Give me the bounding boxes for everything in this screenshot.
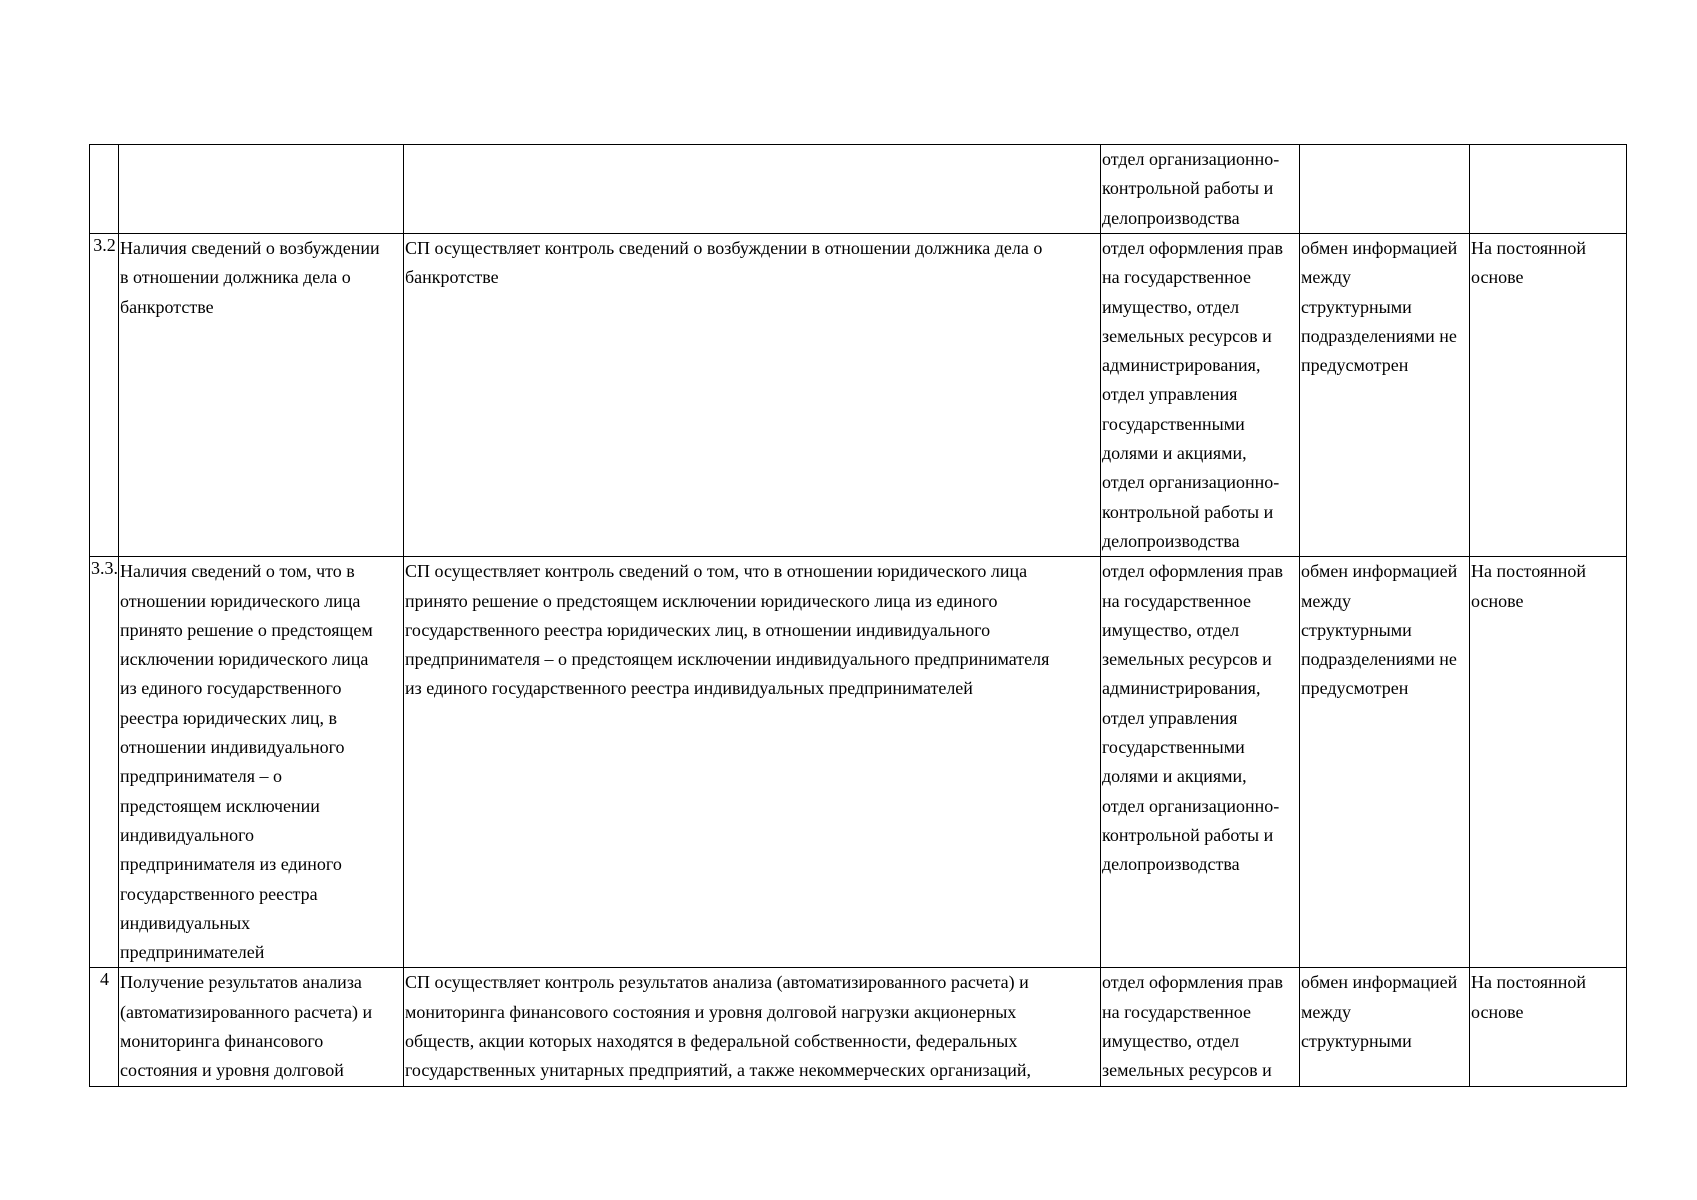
- name-text-line: (автоматизированного расчета) и: [120, 1001, 373, 1022]
- responsible-text-line: имущество, отдел: [1102, 1031, 1240, 1052]
- responsible-text-line: администрирования,: [1102, 678, 1261, 699]
- exchange-text-line: обмен информацией: [1301, 238, 1458, 258]
- name-text-line: состояния и уровня долговой: [120, 1060, 344, 1081]
- description-text-line: СП осуществляет контроль сведений о том, что в отношении юридического лица: [405, 561, 1028, 582]
- name-cell: [119, 145, 404, 234]
- description-text-line: СП осуществляет контроль результатов анализа (автоматизированного расчета) и: [405, 972, 1029, 993]
- name-text-line: отношении юридического лица: [120, 590, 361, 611]
- responsible-text-line: государственными: [1102, 737, 1245, 758]
- responsible-text-line: контрольной работы и: [1102, 501, 1274, 522]
- table-row: [90, 234, 1627, 557]
- responsible-text-line: на государственное: [1102, 267, 1251, 288]
- name-text-line: банкротстве: [120, 296, 214, 317]
- table-row: [90, 145, 1627, 234]
- exchange-text-line: подразделениями не: [1301, 325, 1457, 346]
- responsible-text-line: отдел оформления прав: [1102, 972, 1283, 993]
- description-cell: [404, 234, 1101, 557]
- responsible-text-line: контрольной работы и: [1102, 824, 1274, 845]
- exchange-cell: [1300, 145, 1470, 234]
- procedure-table: [89, 144, 1627, 1087]
- name-text-line: Наличия сведений о том, что в: [120, 561, 355, 582]
- responsible-text-line: администрирования,: [1102, 355, 1261, 376]
- exchange-cell: [1300, 557, 1470, 968]
- exchange-text-line: структурными: [1301, 296, 1412, 317]
- description-cell: [404, 968, 1101, 1086]
- name-text-line: индивидуальных: [120, 912, 251, 933]
- responsible-text-line: делопроизводства: [1102, 530, 1240, 551]
- responsible-text-line: земельных ресурсов и: [1102, 1060, 1272, 1081]
- responsible-text-line: на государственное: [1102, 590, 1251, 611]
- exchange-text-line: обмен информацией: [1301, 972, 1458, 993]
- responsible-text-line: долями и акциями,: [1102, 443, 1247, 464]
- name-cell: [119, 968, 404, 1086]
- responsible-text-line: имущество, отдел: [1102, 619, 1240, 640]
- name-text-line: в отношении должника дела о: [120, 267, 351, 288]
- description-text-line: обществ, акции которых находятся в федеральной собственности, федеральных: [405, 1031, 1018, 1052]
- row-number: 4: [100, 969, 109, 990]
- exchange-text-line: структурными: [1301, 619, 1412, 640]
- exchange-text-line: между: [1301, 590, 1351, 611]
- responsible-cell: [1101, 145, 1300, 234]
- description-text-line: банкротстве: [405, 267, 499, 288]
- name-text-line: Получение результатов анализа: [120, 972, 362, 993]
- responsible-text-line: делопроизводства: [1102, 207, 1240, 228]
- term-text-line: основе: [1471, 267, 1524, 288]
- row-number-cell: [90, 145, 119, 234]
- exchange-text-line: предусмотрен: [1301, 355, 1409, 376]
- term-text-line: На постоянной: [1471, 561, 1587, 582]
- table-row: [90, 557, 1627, 968]
- description-text-line: мониторинга финансового состояния и уровня долговой нагрузки акционерных: [405, 1001, 1017, 1022]
- description-text-line: государственного реестра юридических лиц, в отношении индивидуального: [405, 619, 991, 640]
- exchange-text-line: предусмотрен: [1301, 678, 1409, 699]
- responsible-text-line: отдел организационно-: [1102, 472, 1280, 493]
- term-cell: [1470, 145, 1627, 234]
- responsible-text-line: земельных ресурсов и: [1102, 649, 1272, 670]
- responsible-text-line: отдел оформления прав: [1102, 561, 1283, 582]
- responsible-text-line: на государственное: [1102, 1001, 1251, 1022]
- row-number: 3.2: [93, 235, 116, 255]
- responsible-cell: [1101, 234, 1300, 557]
- responsible-text-line: отдел организационно-: [1102, 149, 1280, 169]
- responsible-text-line: отдел оформления прав: [1102, 238, 1283, 258]
- responsible-text-line: отдел управления: [1102, 707, 1238, 728]
- name-cell: [119, 557, 404, 968]
- row-number-cell: [90, 968, 119, 1086]
- term-text-line: основе: [1471, 1001, 1524, 1022]
- table-row: [90, 968, 1627, 1086]
- name-text-line: индивидуального: [120, 824, 255, 845]
- responsible-text-line: земельных ресурсов и: [1102, 325, 1272, 346]
- name-text-line: реестра юридических лиц, в: [120, 707, 337, 728]
- description-cell: [404, 557, 1101, 968]
- description-text-line: принято решение о предстоящем исключении юридического лица из единого: [405, 590, 998, 611]
- exchange-text-line: обмен информацией: [1301, 561, 1458, 582]
- description-cell: [404, 145, 1101, 234]
- term-cell: [1470, 557, 1627, 968]
- term-text-line: На постоянной: [1471, 238, 1587, 258]
- responsible-cell: [1101, 557, 1300, 968]
- exchange-cell: [1300, 968, 1470, 1086]
- responsible-text-line: государственными: [1102, 413, 1245, 434]
- term-cell: [1470, 234, 1627, 557]
- exchange-text-line: между: [1301, 267, 1351, 288]
- responsible-text-line: имущество, отдел: [1102, 296, 1240, 317]
- description-text-line: СП осуществляет контроль сведений о возбуждении в отношении должника дела о: [405, 238, 1043, 258]
- name-text-line: предстоящем исключении: [120, 795, 320, 816]
- name-text-line: Наличия сведений о возбуждении: [120, 238, 380, 258]
- description-text-line: из единого государственного реестра индивидуальных предпринимателей: [405, 678, 973, 699]
- name-text-line: предпринимателя из единого: [120, 854, 342, 875]
- exchange-cell: [1300, 234, 1470, 557]
- responsible-cell: [1101, 968, 1300, 1086]
- responsible-text-line: контрольной работы и: [1102, 178, 1274, 199]
- name-text-line: отношении индивидуального: [120, 737, 345, 758]
- name-cell: [119, 234, 404, 557]
- name-text-line: государственного реестра: [120, 883, 318, 904]
- responsible-text-line: отдел управления: [1102, 384, 1238, 405]
- name-text-line: исключении юридического лица: [120, 649, 369, 670]
- responsible-text-line: долями и акциями,: [1102, 766, 1247, 787]
- exchange-text-line: между: [1301, 1001, 1351, 1022]
- term-cell: [1470, 968, 1627, 1086]
- row-number: 3.3.: [91, 558, 118, 579]
- term-text-line: На постоянной: [1471, 972, 1587, 993]
- name-text-line: принято решение о предстоящем: [120, 619, 373, 640]
- exchange-text-line: подразделениями не: [1301, 649, 1457, 670]
- name-text-line: предпринимателя – о: [120, 766, 282, 787]
- row-number-cell: [90, 557, 119, 968]
- row-number-cell: [90, 234, 119, 557]
- term-text-line: основе: [1471, 590, 1524, 611]
- description-text-line: государственных унитарных предприятий, а также некоммерческих организаций,: [405, 1060, 1031, 1081]
- name-text-line: предпринимателей: [120, 942, 265, 963]
- responsible-text-line: отдел организационно-: [1102, 795, 1280, 816]
- exchange-text-line: структурными: [1301, 1031, 1412, 1052]
- responsible-text-line: делопроизводства: [1102, 854, 1240, 875]
- name-text-line: из единого государственного: [120, 678, 342, 699]
- description-text-line: предпринимателя – о предстоящем исключении индивидуального предпринимателя: [405, 649, 1050, 670]
- name-text-line: мониторинга финансового: [120, 1031, 324, 1052]
